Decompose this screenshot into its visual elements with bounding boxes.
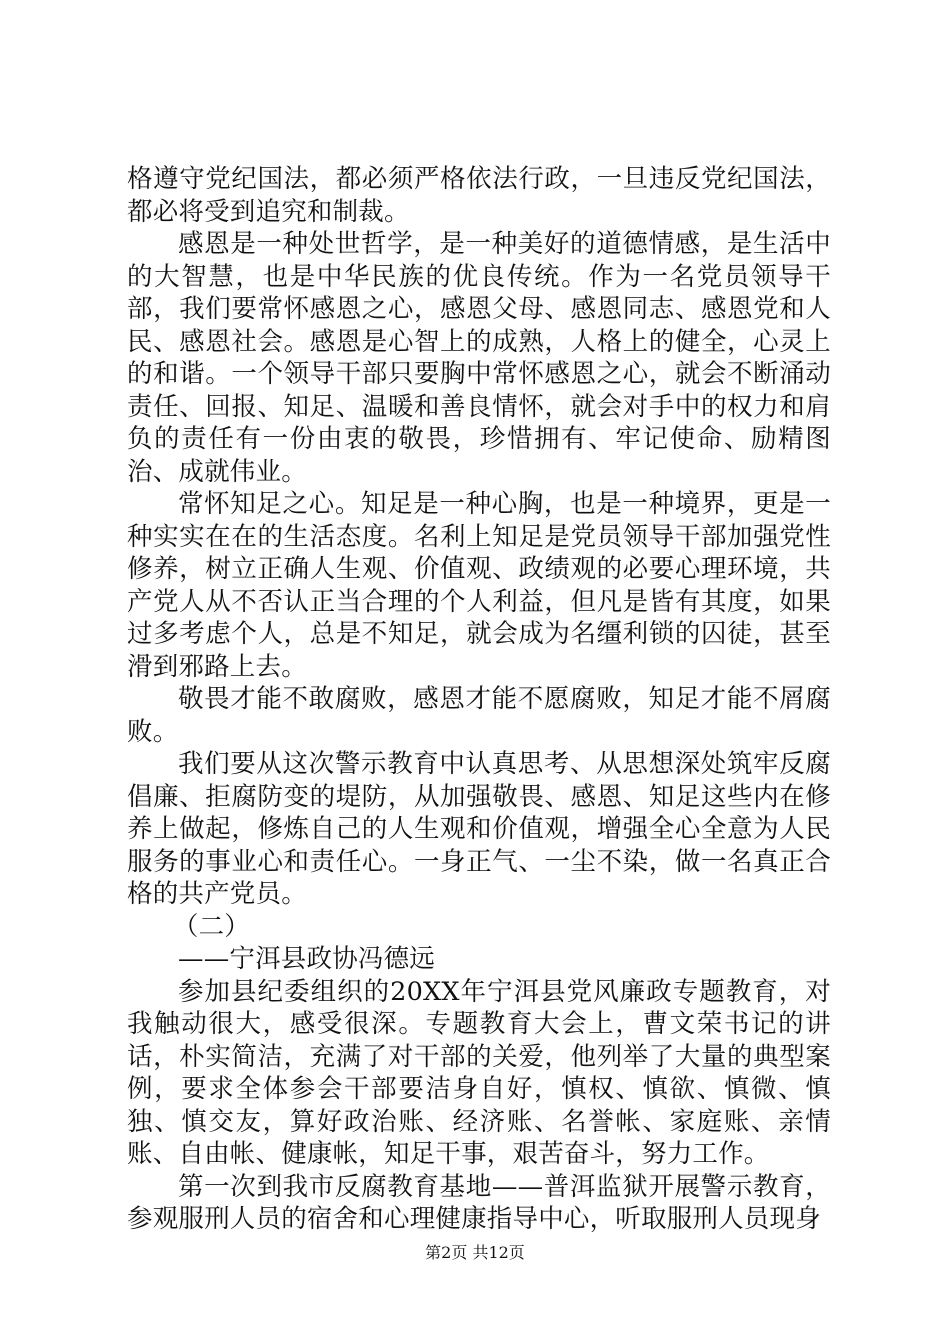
page-number-footer: 第2页 共12页 bbox=[425, 1243, 525, 1262]
paragraph-summary: 敬畏才能不敢腐败，感恩才能不愿腐败，知足才能不屑腐败。 bbox=[127, 684, 831, 747]
paragraph-gratitude: 感恩是一种处世哲学，是一种美好的道德情感，是生活中的大智慧，也是中华民族的优良传统。作为一名党员领导干部，我们要常怀感恩之心，感恩父母、感恩同志、感恩党和人民、感恩社会。感恩是心智上的成熟，人格上的健全，心灵上的和谐。一个领导干部只要胸中常怀感恩之心，就会不断涌动责任、回报、知足、温暖和善良情怀，就会对手中的权力和肩负的责任有一份由衷的敬畏，珍惜拥有、牢记使命、励精图治、成就伟业。 bbox=[127, 229, 831, 487]
paragraph-prison-visit: 第一次到我市反腐教育基地——普洱监狱开展警示教育，参观服刑人员的宿舍和心理健康指导中心，听取服刑人员现身 bbox=[127, 1171, 831, 1234]
paragraph-contentment: 常怀知足之心。知足是一种心胸，也是一种境界，更是一种实实在在的生活态度。名利上知足是党员领导干部加强党性修养，树立正确人生观、价值观、政绩观的必要心理环境，共产党人从不否认正当合理的个人利益，但凡是皆有其度，如果过多考虑个人，总是不知足，就会成为名缰利锁的囚徒，甚至滑到邪路上去。 bbox=[127, 489, 831, 682]
paragraph-continuation: 格遵守党纪国法，都必须严格依法行政，一旦违反党纪国法，都必将受到追究和制裁。 bbox=[127, 164, 831, 227]
paragraph-conclusion: 我们要从这次警示教育中认真思考、从思想深处筑牢反腐倡廉、拒腐防变的堤防，从加强敬畏、感恩、知足这些内在修养上做起，修炼自己的人生观和价值观，增强全心全意为人民服务的事业心和责任心。一身正气、一尘不染，做一名真正合格的共产党员。 bbox=[127, 749, 831, 909]
section-heading: （二） bbox=[172, 911, 250, 942]
paragraph-education-meeting: 参加县纪委组织的20XX年宁洱县党风廉政专题教育，对我触动很大，感受很深。专题教育大会上，曹文荣书记的讲话，朴实简洁，充满了对干部的关爱，他列举了大量的典型案例，要求全体参会干部要洁身自好，慎权、慎欲、慎微、慎独、慎交友，算好政治账、经济账、名誉帐、家庭账、亲情账、自由帐、健康帐，知足干事，艰苦奋斗，努力工作。 bbox=[127, 976, 831, 1169]
author-line: ——宁洱县政协冯德远 bbox=[178, 944, 436, 974]
document-body bbox=[127, 163, 831, 1236]
